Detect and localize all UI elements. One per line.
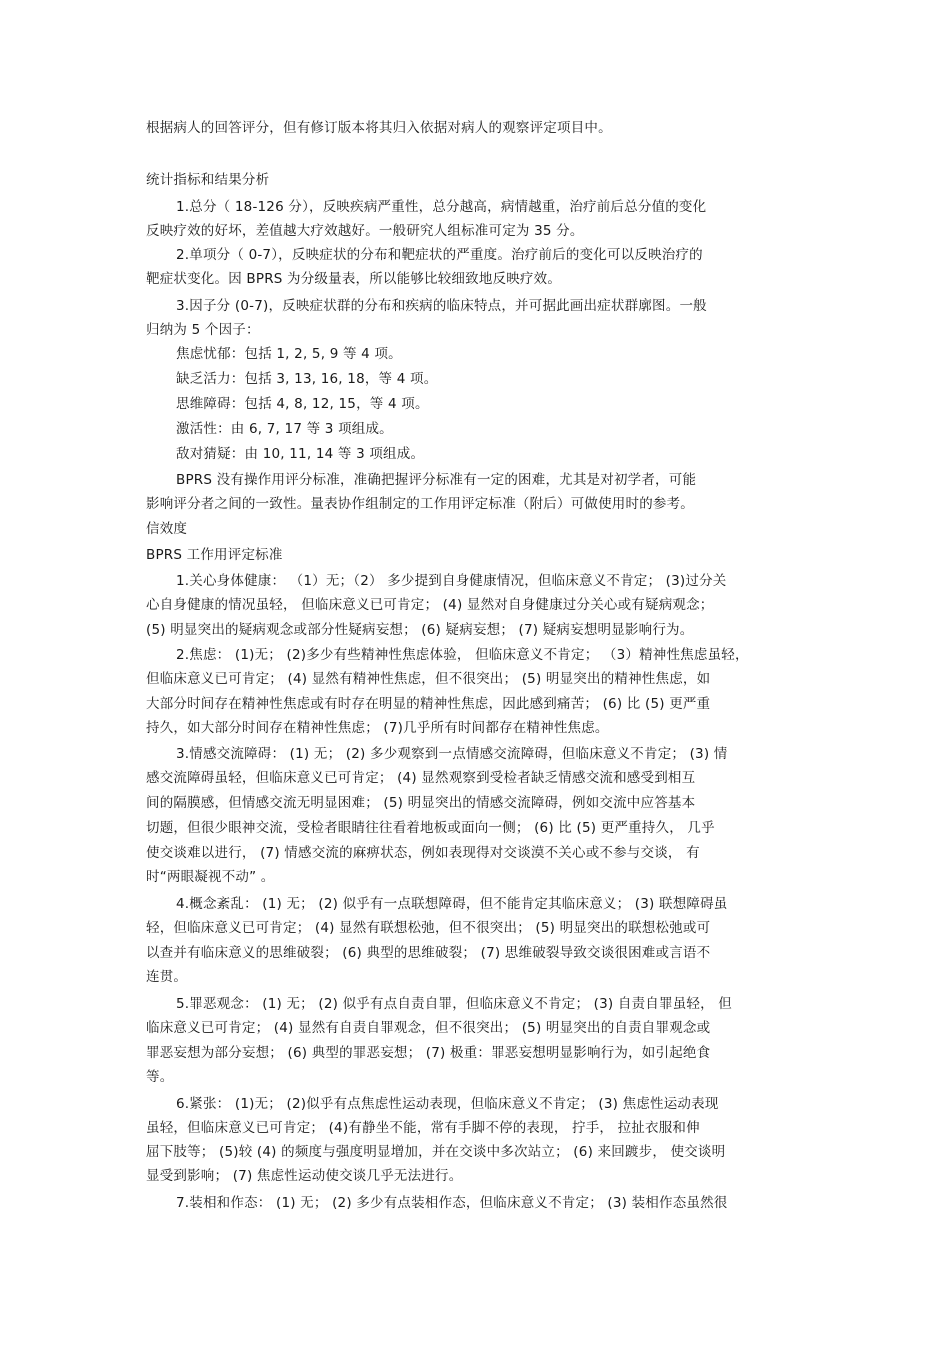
criteria-item-3-line-6: 时“两眼凝视不动” 。	[146, 869, 275, 885]
criteria-item-5-line-2: 临床意义已可肯定； (4) 显然有自责自罪观念，但不很突出； (5) 明显突出的自责自罪观念或	[146, 1020, 711, 1036]
section-heading-statistics: 统计指标和结果分析	[146, 172, 270, 188]
criteria-item-5-line-3: 罪恶妄想为部分妄想； (6) 典型的罪恶妄想； (7) 极重：罪恶妄想明显影响行为，如引起绝食	[146, 1045, 711, 1061]
factor-line-anergia: 缺乏活力：包括 3, 13, 16, 18，等 4 项。	[176, 371, 438, 387]
criteria-item-1-line-2: 心自身健康的情况虽轻， 但临床意义已可肯定； (4) 显然对自身健康过分关心或有疑病观念；	[146, 597, 714, 613]
criteria-item-5-line-4: 等。	[146, 1069, 174, 1085]
criteria-item-4-line-1: 4.概念紊乱： (1) 无； (2) 似乎有一点联想障碍，但不能肯定其临床意义； (3) 联想障碍虽	[176, 896, 728, 912]
paragraph-factor-score-cont: 归纳为 5 个因子：	[146, 322, 260, 338]
criteria-item-4-line-3: 以查并有临床意义的思维破裂； (6) 典型的思维破裂； (7) 思维破裂导致交谈很困难或言语不	[146, 945, 711, 961]
criteria-item-4-line-2: 轻，但临床意义已可肯定； (4) 显然有联想松弛，但不很突出； (5) 明显突出的联想松弛或可	[146, 920, 711, 936]
criteria-item-2-line-1: 2.焦虑： (1)无； (2)多少有些精神性焦虑体验， 但临床意义不肯定； （3）精神性焦虑虽轻，	[176, 647, 749, 663]
criteria-item-3-line-1: 3.情感交流障碍： (1) 无； (2) 多少观察到一点情感交流障碍，但临床意义不肯定； (3) 情	[176, 746, 728, 762]
paragraph-factor-score: 3.因子分 (0-7)，反映症状群的分布和疾病的临床特点，并可据此画出症状群廓图。一般	[176, 298, 707, 314]
criteria-item-6-line-1: 6.紧张： (1)无； (2)似乎有点焦虑性运动表现，但临床意义不肯定； (3) 焦虑性运动表现	[176, 1096, 719, 1112]
factor-line-activation: 激活性：由 6, 7, 17 等 3 项组成。	[176, 421, 393, 437]
intro-tail-line: 根据病人的回答评分，但有修订版本将其归入依据对病人的观察评定项目中。	[146, 120, 612, 136]
section-heading-criteria: BPRS 工作用评定标准	[146, 547, 283, 563]
paragraph-total-score: 1.总分（ 18-126 分），反映疾病严重性，总分越高，病情越重，治疗前后总分值的变化	[176, 199, 707, 215]
factor-line-hostility: 敌对猜疑：由 10, 11, 14 等 3 项组成。	[176, 446, 425, 462]
criteria-item-2-line-4: 持久，如大部分时间存在精神性焦虑； (7)几乎所有时间都存在精神性焦虑。	[146, 720, 609, 736]
criteria-item-3-line-4: 切题，但很少眼神交流，受检者眼睛往往看着地板或面向一侧； (6) 比 (5) 更严重持久， 几乎	[146, 820, 715, 836]
reliability-heading: 信效度	[146, 521, 188, 537]
criteria-item-6-line-3: 屈下肢等； (5)较 (4) 的频度与强度明显增加，并在交谈中多次站立； (6) 来回踱步， 使交谈明	[146, 1144, 726, 1160]
criteria-item-6-line-4: 显受到影响； (7) 焦虑性运动使交谈几乎无法进行。	[146, 1168, 463, 1184]
paragraph-total-score-cont: 反映疗效的好坏，差值越大疗效越好。一般研究人组标准可定为 35 分。	[146, 223, 584, 239]
criteria-item-3-line-5: 使交谈难以进行， (7) 情感交流的麻痹状态，例如表现得对交谈漠不关心或不参与交谈， 有	[146, 845, 700, 861]
criteria-item-3-line-2: 感交流障碍虽轻，但临床意义已可肯定； (4) 显然观察到受检者缺乏情感交流和感受到相互	[146, 770, 696, 786]
criteria-item-5-line-1: 5.罪恶观念： (1) 无； (2) 似乎有点自责自罪，但临床意义不肯定； (3) 自责自罪虽轻， 但	[176, 996, 732, 1012]
factor-line-anxiety: 焦虑忧郁：包括 1, 2, 5, 9 等 4 项。	[176, 346, 402, 362]
criteria-item-7-line-1: 7.装相和作态： (1) 无； (2) 多少有点装相作态，但临床意义不肯定； (3) 装相作态虽然很	[176, 1195, 728, 1211]
criteria-item-1-line-1: 1.关心身体健康： （1）无；（2） 多少提到自身健康情况，但临床意义不肯定； (3)过分关	[176, 573, 727, 589]
paragraph-item-score-cont: 靶症状变化。因 BPRS 为分级量表，所以能够比较细致地反映疗效。	[146, 271, 562, 287]
paragraph-item-score: 2.单项分（ 0-7），反映症状的分布和靶症状的严重度。治疗前后的变化可以反映治疗的	[176, 247, 703, 263]
paragraph-bprs-note: BPRS 没有操作用评分标准，准确把握评分标准有一定的困难，尤其是对初学者，可能	[176, 472, 697, 488]
criteria-item-1-line-3: (5) 明显突出的疑病观念或部分性疑病妄想； (6) 疑病妄想； (7) 疑病妄想明显影响行为。	[146, 622, 694, 638]
criteria-item-6-line-2: 虽轻，但临床意义已可肯定； (4)有静坐不能，常有手脚不停的表现， 拧手， 拉扯衣服和伸	[146, 1120, 700, 1136]
paragraph-bprs-note-cont: 影响评分者之间的一致性。量表协作组制定的工作用评定标准（附后）可做使用时的参考。	[146, 496, 694, 512]
criteria-item-4-line-4: 连贯。	[146, 969, 188, 985]
criteria-item-2-line-2: 但临床意义已可肯定； (4) 显然有精神性焦虑，但不很突出； (5) 明显突出的精神性焦虑，如	[146, 671, 711, 687]
criteria-item-2-line-3: 大部分时间存在精神性焦虑或有时存在明显的精神性焦虑，因此感到痛苦； (6) 比 (5) 更严重	[146, 696, 711, 712]
criteria-item-3-line-3: 间的隔膜感，但情感交流无明显困难； (5) 明显突出的情感交流障碍，例如交流中应答基本	[146, 795, 696, 811]
factor-line-thought: 思维障碍：包括 4, 8, 12, 15，等 4 项。	[176, 396, 429, 412]
